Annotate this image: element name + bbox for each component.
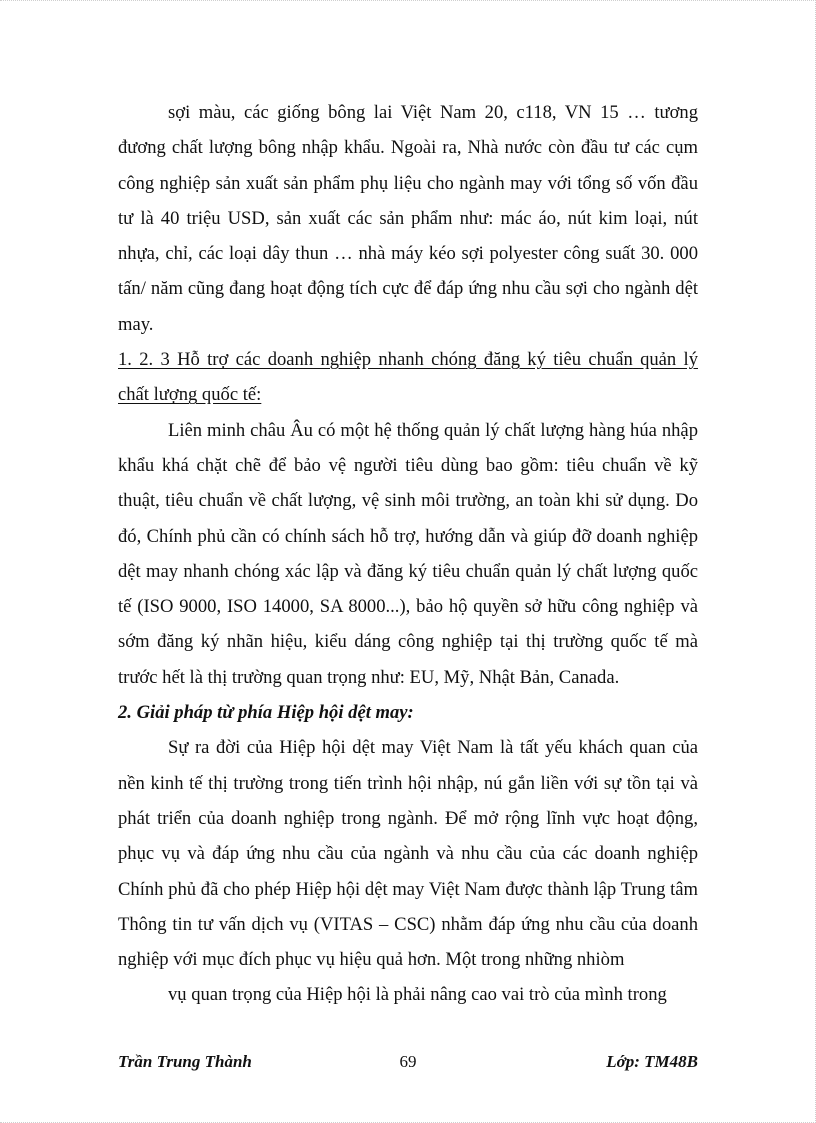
footer-page-number: 69 bbox=[399, 1052, 417, 1071]
footer-author: Trần Trung Thành bbox=[118, 1052, 252, 1071]
document-body bbox=[118, 95, 698, 1013]
page-footer bbox=[118, 1050, 698, 1074]
section-heading-1-2-3-line1: 1. 2. 3 Hỗ trợ các doanh nghiệp nhanh chóng đăng ký tiêu chuẩn quản lý bbox=[118, 349, 698, 371]
paragraph-eu-quality: Liên minh châu Âu có một hệ thống quản lý chất lượng hàng húa nhập khẩu khá chặt chẽ để bảo vệ người tiêu dùng bao gồm: tiêu chuẩn về kỹ thuật, tiêu chuẩn về chất lượng, vệ sinh môi trường, an toàn khi sử dụng. Do đó, Chính phủ cần có chính sách hỗ trợ, hướng dẫn và giúp đỡ doanh nghiệp dệt may nhanh chóng xác lập và đăng ký tiêu chuẩn quản lý chất lượng quốc tế (ISO 9000, ISO 14000, SA 8000...), bảo hộ quyền sở hữu công nghiệp và sớm đăng ký nhãn hiệu, kiểu dáng công nghiệp tại thị trường quốc tế mà trước hết là thị trường quan trọng như: EU, Mỹ, Nhật Bản, Canada. bbox=[118, 419, 698, 688]
paragraph-continuation: sợi màu, các giống bông lai Việt Nam 20, c118, VN 15 … tương đương chất lượng bông nhập khẩu. Ngoài ra, Nhà nước còn đầu tư các cụm công nghiệp sản xuất sản phẩm phụ liệu cho ngành may với tổng số vốn đầu tư là 40 triệu USD, sản xuất các sản phẩm như: mác áo, nút kim loại, nút nhựa, chỉ, các loại dây thun … nhà máy kéo sợi polyester công suất 30. 000 tấn/ năm cũng đang hoạt động tích cực để đáp ứng nhu cầu sợi cho ngành dệt may. bbox=[118, 102, 698, 335]
paragraph-association: Sự ra đời của Hiệp hội dệt may Việt Nam là tất yếu khách quan của nền kinh tế thị trường trong tiến trình hội nhập, nú gắn liền với sự tồn tại và phát triển của doanh nghiệp trong ngành. Để mở rộng lĩnh vực hoạt động, phục vụ và đáp ứng nhu cầu của ngành và nhu cầu của các doanh nghiệp Chính phủ đã cho phép Hiệp hội dệt may Việt Nam được thành lập Trung tâm Thông tin tư vấn dịch vụ (VITAS – CSC) nhằm đáp ứng nhu cầu của doanh nghiệp với mục đích phục vụ hiệu quả hơn. Một trong những nhiòm bbox=[118, 737, 698, 971]
section-heading-2: 2. Giải pháp từ phía Hiệp hội dệt may: bbox=[118, 702, 414, 724]
page-border-top bbox=[0, 0, 816, 1]
section-heading-1-2-3 bbox=[118, 342, 698, 413]
footer-class-label: Lớp: TM48B bbox=[606, 1052, 698, 1071]
paragraph-last-line: vụ quan trọng của Hiệp hội là phải nâng cao vai trò của mình trong bbox=[168, 984, 667, 1006]
section-heading-1-2-3-line2: chất lượng quốc tế: bbox=[118, 384, 262, 406]
